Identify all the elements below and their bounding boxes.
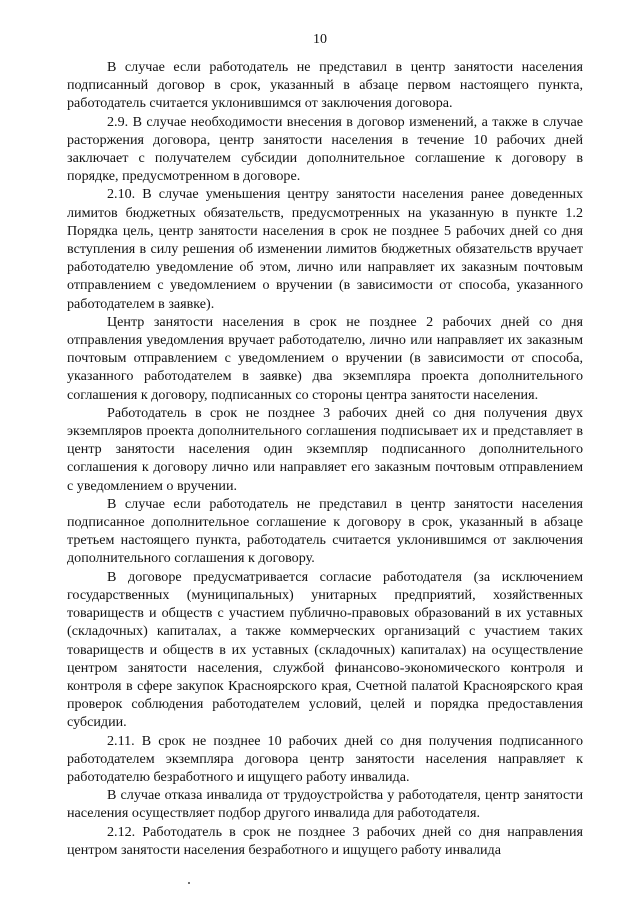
paragraph: 2.10. В случае уменьшения центру занятости населения ранее доведенных лимитов бюджетных обязательств, предусмотренных на указанную в пункте 1.2 Порядка цель, центр занятости населения в срок не позднее 5 рабочих дней со дня вступления в силу решения об изменении лимитов бюджетных обязательств вручает работодателю уведомление об этом, лично или направляет их заказным почтовым отправлением с уведомлением о вручении (в зависимости от способа, указанного работодателем в заявке). xyxy=(67,186,583,312)
paragraph: Работодатель в срок не позднее 3 рабочих дней со дня получения двух экземпляров проекта дополнительного соглашения подписывает их и представляет в центр занятости населения один экземпляр подписанного дополнительного соглашения к договору лично или направляет его заказным почтовым отправлением с уведомлением о вручении. xyxy=(67,404,583,494)
scan-speck xyxy=(188,882,190,884)
page-number: 10 xyxy=(313,32,327,47)
paragraph: В случае если работодатель не представил в центр занятости населения подписанный договор в срок, указанный в абзаце первом настоящего пункта, работодатель считается уклонившимся от заключения договора. xyxy=(67,59,583,112)
document-body xyxy=(67,58,583,859)
paragraph: 2.9. В случае необходимости внесения в договор изменений, а также в случае расторжения договора, центр занятости населения в течение 10 рабочих дней заключает с получателем субсидии дополнительное соглашение к договору в порядке, предусмотренном в договоре. xyxy=(67,113,583,185)
paragraph: 2.11. В срок не позднее 10 рабочих дней со дня получения подписанного работодателем экземпляра договора центр занятости населения направляет к работодателю безработного и ищущего работу инвалида. xyxy=(67,732,583,785)
paragraph: Центр занятости населения в срок не позднее 2 рабочих дней со дня отправления уведомления вручает работодателю, лично или направляет их заказным почтовым отправлением с уведомлением о вручении (в зависимости от способа, указанного работодателем в заявке) два экземпляра проекта дополнительного соглашения к договору, подписанных со стороны центра занятости населения. xyxy=(67,313,583,403)
paragraph: 2.12. Работодатель в срок не позднее 3 рабочих дней со дня направления центром занятости населения безработного и ищущего работу инвалида xyxy=(67,823,583,858)
paragraph: В случае отказа инвалида от трудоустройства у работодателя, центр занятости населения осуществляет подбор другого инвалида для работодателя. xyxy=(67,787,583,822)
paragraph: В договоре предусматривается согласие работодателя (за исключением государственных (муниципальных) унитарных предприятий, хозяйственных товариществ и обществ с участием публично-правовых образований в их уставных (складочных) капиталах, а также коммерческих организаций с участием таких товариществ и обществ в их уставных (складочных) капиталах) на осуществление центром занятости населения, службой финансово-экономического контроля и контроля в сфере закупок Красноярского края, Счетной палатой Красноярского края проверок соблюдения работодателем условий, целей и порядка предоставления субсидии. xyxy=(67,568,583,731)
paragraph: В случае если работодатель не представил в центр занятости населения подписанное дополнительное соглашение к договору в срок, указанный в абзаце третьем настоящего пункта, работодатель считается уклонившимся от заключения дополнительного соглашения к договору. xyxy=(67,495,583,567)
